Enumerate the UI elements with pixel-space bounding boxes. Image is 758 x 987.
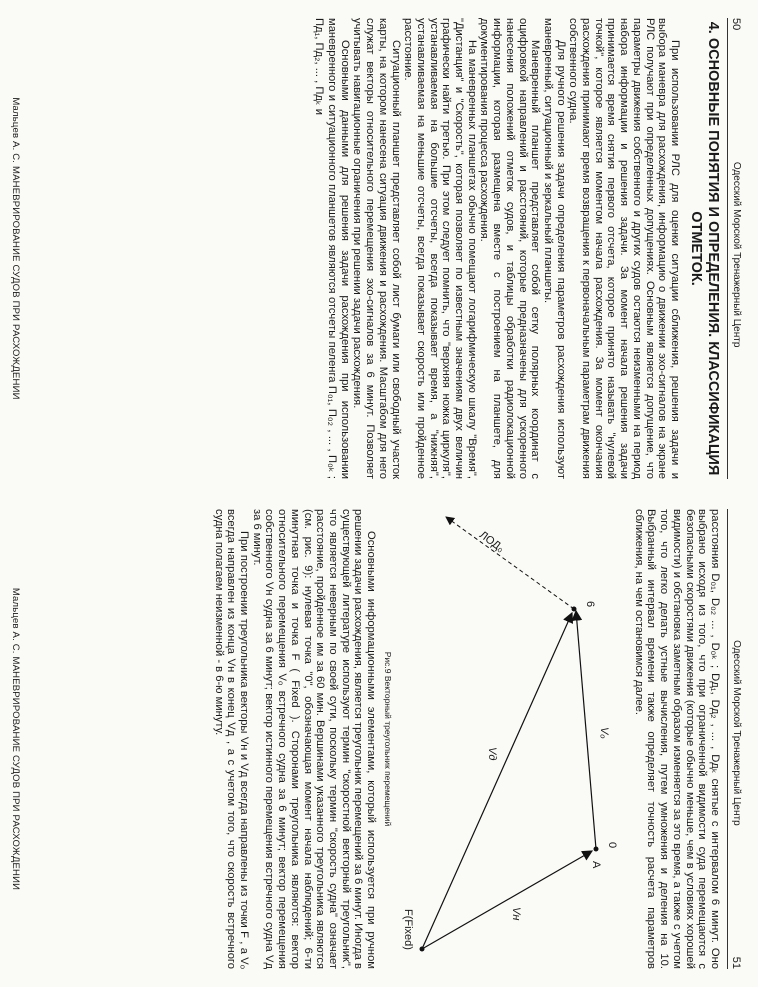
page-footer: Мальцев А. С. МАНЕВРИРОВАНИЕ СУДОВ ПРИ РАСХОЖДЕНИИ: [10, 587, 21, 891]
label-f: F(Fixed): [402, 909, 415, 950]
paragraph: Ситуационный планшет представляет собой лист бумаги или свободный участок карты, на котором нанесена ситуация движения и расхождения. Масштабом для него служат векторы относительного перемещения эхо-сигналов за 6 минут. Позволяет учитывать навигационные ограничения при решении задачи расхождения.: [351, 18, 402, 479]
right-page: [0, 493, 758, 987]
paragraph: Основными данными для решения задачи расхождения при использовании маневренного и ситуационного планшетов являются отсчеты пеленга П₀₁, П₀₂ , ... , П₀ₖ ; Пд₁, Пд₂, ... , Пдₖ и: [313, 18, 351, 479]
label-vn: Vн: [510, 907, 523, 921]
label-a: A: [590, 861, 603, 869]
page-number: 50: [730, 18, 742, 31]
lod-line: [446, 517, 574, 609]
paragraph: При построении треугольника векторы Vн и Vд всегда направлены из точки F , а Vₒ всегда направлен из конца Vн в конец Vд , а с учетом того, что скорость встречного судна полагаем неизменной - в 6-ю минуту.: [212, 509, 251, 969]
label-zero: 0: [606, 842, 619, 849]
label-lod: ЛОД₀: [477, 529, 507, 555]
page-footer: Мальцев А. С. МАНЕВРИРОВАНИЕ СУДОВ ПРИ РАСХОЖДЕНИИ: [10, 97, 21, 400]
vector-vn-line: [422, 851, 592, 949]
label-vo: Vₒ: [598, 727, 611, 739]
point-zero: [594, 847, 599, 852]
vector-vo-line: [576, 611, 596, 849]
header-title: Одесский Морской Тренажерный Центр: [731, 161, 742, 348]
paragraph: Для ручного решения задачи определения параметров расхождения используют маневренный, ситуационный и зеркальный планшеты.: [541, 18, 567, 479]
label-vd: Vд: [486, 747, 499, 761]
page-header: [727, 509, 742, 969]
page-header: [727, 18, 742, 479]
paragraph: При использовании РЛС для оценки ситуации сближения, решения задачи и выбора маневра для расхождения, информацию о движении эхо-сигналов на экране РЛС получают при определенных допущениях. Основным является допущение, что параметры движения собственного и других судов остаются неизменными на период набора информации и решения задачи. За момент начала решения задачи принимается время снятия первого отсчета, которое принято называть "нулевой точкой", которое является моментом начала расхождения. За момент окончания расхождения принимают время возвращения к первоначальным параметрам движения собственного судна.: [567, 18, 681, 479]
left-page: [0, 0, 758, 493]
section-title: 4. ОСНОВНЫЕ ПОНЯТИЯ И ОПРЕДЕЛЕНИЯ. КЛАССИФИКАЦИЯ ОТМЕТОК.: [688, 21, 721, 476]
paragraph: На маневренных планшетах обычно помещают логарифмическую шкалу "Время", "Дистанция" и "Скорость", которая позволяет по известным значениям двух величин графически найти третью. При этом следует помнить, что "верхняя ножка циркуля", устанавливаемая на большие отсчеты, всегда показывает время, а "нижняя", устанавливаемая на меньшие отсчеты, всегда показывает скорость или пройденное расстояние.: [402, 18, 478, 479]
paragraph: расстояния D₀₁, D₀₂ ... , D₀ₖ ; Dд₁, Dд₂ , ... , Dдₖ снятые с интервалом 6 минут. Оно выбрано исходя из того, что при ограниченной видимости суда перемещаются с безопасными скоростями движения (которые обычно меньше, чем в условиях хорошей видимости) и обстановка заметным образом изменяется за это время, а также с учетом того, что легко делать устные вычисления, путем умножения и деления на 10. Выбранный интервал времени также определяет точность расчета параметров сближения, на чем остановимся далее.: [632, 509, 721, 969]
paragraph: Маневренный планшет представляет собой сетку полярных координат с оцифровкой направлений и расстояний, которые предназначены для ускоренного нанесения положений отметок судов, и таблицы обработки радиолокационной информации, которая размещена вместе с построением на планшете, для документирования процесса расхождения.: [478, 18, 542, 479]
vector-triangle-diagram: [391, 509, 626, 969]
figure-caption: Рис.9 Векторный треугольник перемещений: [383, 651, 394, 827]
vector-triangle-figure: [391, 509, 626, 969]
point-six: [572, 607, 577, 612]
vector-vd-line: [422, 613, 572, 949]
page-number: 51: [730, 956, 742, 969]
paragraph: Основными информационными элементами, который используется при ручном решении задачи расхождения, является треугольник перемещений за 6 минут. Иногда в существующей литературе используют термин "скоростной векторный треугольник", что является неверным по своей сути, поскольку термин "скорость судна" означает расстояние, пройденное им за 60 мин. Вершинами указанного треугольника являются (см. рис. 9): нулевая точка "0", обозначающая момент начала наблюдений; 6-ти минутная точка и точка F ( Fixed ). Сторонами треугольника являются: вектор относительного перемещения Vₒ встречного судна за 6 минут; вектор перемещения собственного Vн судна за 6 минут; вектор истинного перемещения встречного судна Vд за 6 минут.: [250, 509, 378, 969]
point-f: [420, 947, 425, 952]
label-six: 6: [584, 601, 597, 608]
header-title: Одесский Морской Тренажерный Центр: [731, 640, 742, 826]
